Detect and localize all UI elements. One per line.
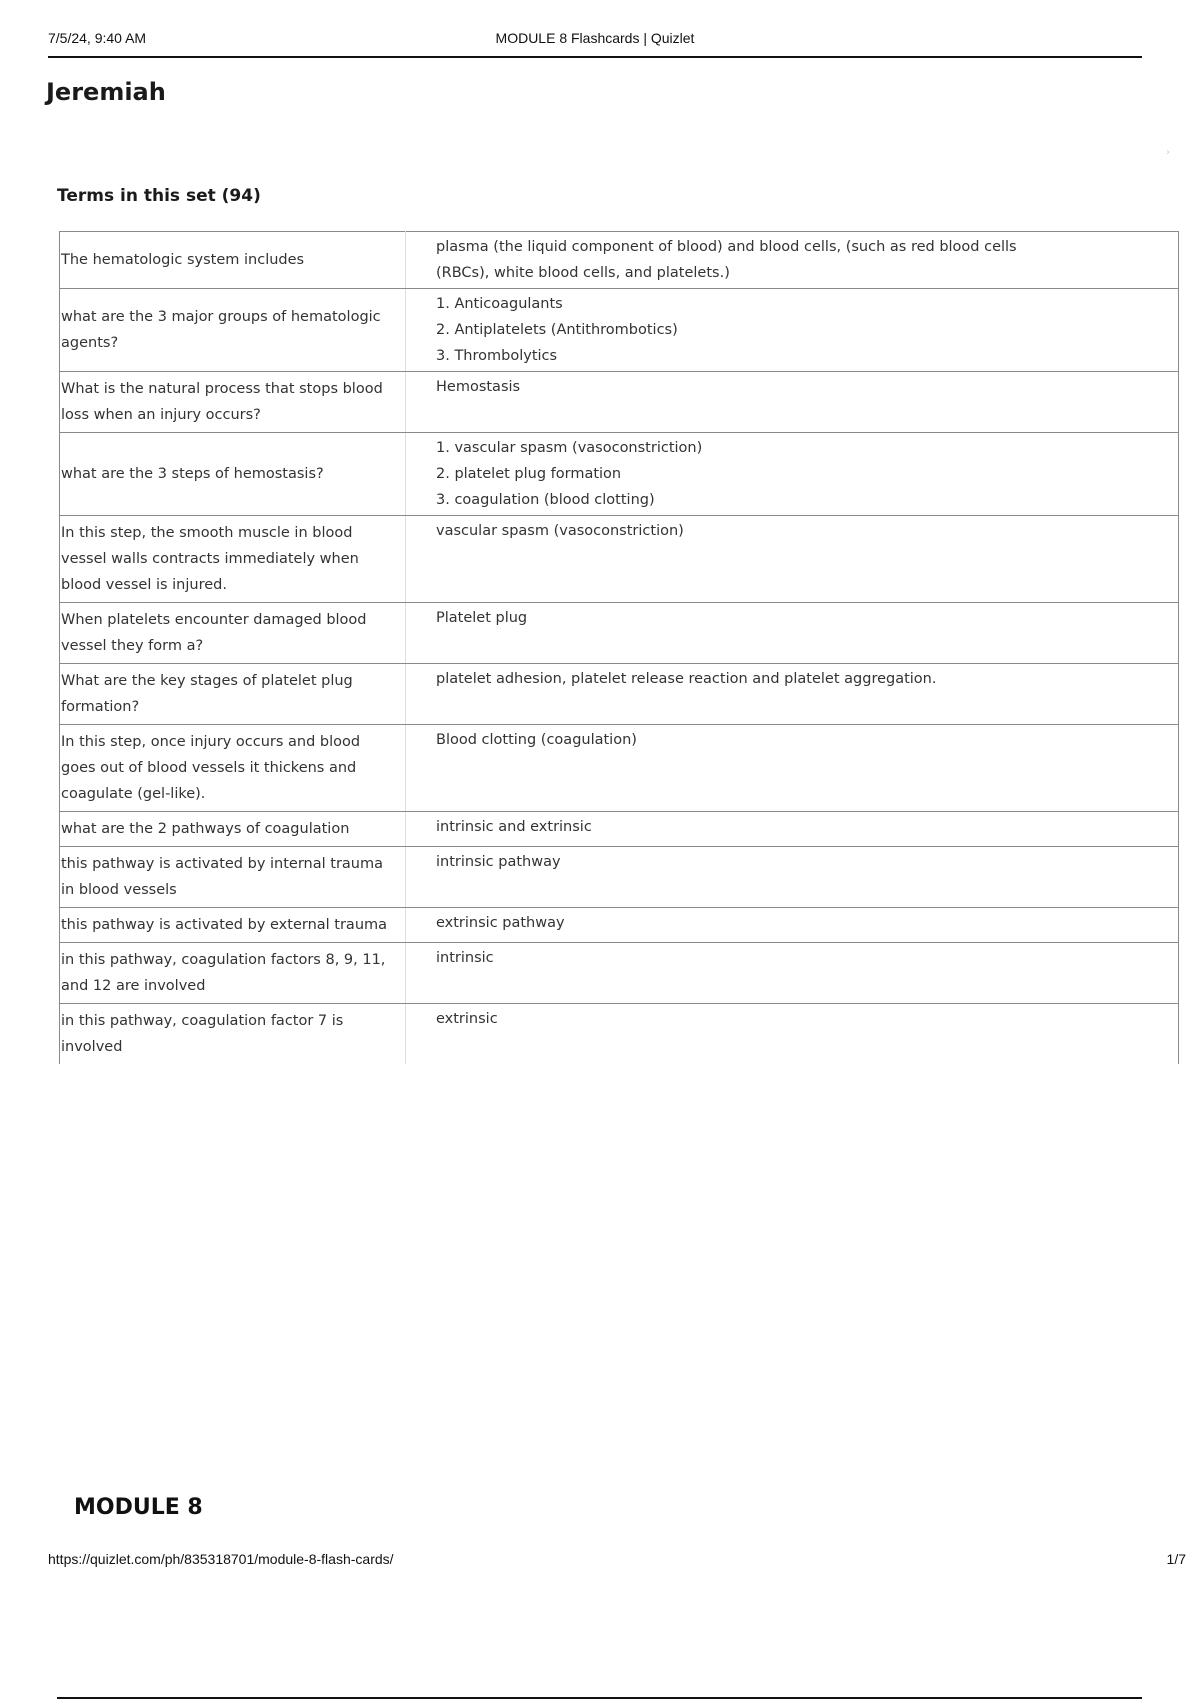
chevron-right-icon: ›: [1166, 147, 1170, 158]
print-url: https://quizlet.com/ph/835318701/module-8-flash-cards/: [48, 1551, 394, 1567]
module-footer-title: MODULE 8: [74, 1495, 203, 1520]
bottom-rule: [57, 1697, 1142, 1699]
table-row: [60, 372, 1179, 433]
term-cell: In this step, the smooth muscle in blood vessel walls contracts immediately when blood vessel is injured.: [60, 516, 406, 603]
definition-cell: [406, 289, 1179, 372]
definition-cell: [406, 1004, 1179, 1065]
table-row: [60, 664, 1179, 725]
page-number: 1/7: [1166, 1551, 1186, 1567]
table-row: [60, 908, 1179, 943]
definition-cell: [406, 433, 1179, 516]
definition-line: vascular spasm (vasoconstriction): [436, 523, 684, 539]
definition-line: 3. coagulation (blood clotting): [436, 492, 655, 508]
definition-line: 3. Thrombolytics: [436, 348, 558, 364]
term-cell: this pathway is activated by external trauma: [60, 908, 406, 943]
term-cell: this pathway is activated by internal trauma in blood vessels: [60, 847, 406, 908]
definition-cell: [406, 372, 1179, 433]
print-date: 7/5/24, 9:40 AM: [48, 30, 147, 46]
definition-line: 1. vascular spasm (vasoconstriction): [436, 440, 703, 456]
definition-line: 1. Anticoagulants: [436, 296, 563, 312]
definition-cell: [406, 725, 1179, 812]
definition-line: intrinsic pathway: [436, 854, 561, 870]
definition-line: (RBCs), white blood cells, and platelets.): [436, 265, 730, 281]
terms-heading: Terms in this set (94): [57, 186, 261, 206]
table-row: [60, 433, 1179, 516]
terms-table: [59, 231, 1179, 1064]
term-cell: What are the key stages of platelet plug formation?: [60, 664, 406, 725]
definition-line: plasma (the liquid component of blood) and blood cells, (such as red blood cells: [436, 239, 1017, 255]
term-cell: what are the 2 pathways of coagulation: [60, 812, 406, 847]
definition-cell: [406, 847, 1179, 908]
table-row: [60, 289, 1179, 372]
table-row: [60, 725, 1179, 812]
table-row: [60, 516, 1179, 603]
definition-cell: [406, 908, 1179, 943]
definition-line: 2. platelet plug formation: [436, 466, 622, 482]
set-author: Jeremiah: [46, 78, 166, 106]
term-cell: what are the 3 major groups of hematologic agents?: [60, 289, 406, 372]
term-cell: in this pathway, coagulation factor 7 is involved: [60, 1004, 406, 1065]
definition-cell: [406, 664, 1179, 725]
definition-line: extrinsic pathway: [436, 915, 565, 931]
definition-line: intrinsic and extrinsic: [436, 819, 592, 835]
definition-cell: [406, 232, 1179, 289]
table-row: [60, 847, 1179, 908]
definition-line: 2. Antiplatelets (Antithrombotics): [436, 322, 678, 338]
term-cell: What is the natural process that stops blood loss when an injury occurs?: [60, 372, 406, 433]
table-row: [60, 812, 1179, 847]
term-cell: what are the 3 steps of hemostasis?: [60, 433, 406, 516]
table-row: [60, 232, 1179, 289]
definition-line: Blood clotting (coagulation): [436, 732, 637, 748]
definition-line: Hemostasis: [436, 379, 521, 395]
print-page-title: MODULE 8 Flashcards | Quizlet: [495, 30, 695, 46]
term-cell: The hematologic system includes: [60, 232, 406, 289]
table-row: [60, 943, 1179, 1004]
definition-line: platelet adhesion, platelet release reaction and platelet aggregation.: [436, 671, 937, 687]
definition-line: extrinsic: [436, 1011, 498, 1027]
definition-line: Platelet plug: [436, 610, 528, 626]
term-cell: When platelets encounter damaged blood vessel they form a?: [60, 603, 406, 664]
term-cell: in this pathway, coagulation factors 8, 9, 11, and 12 are involved: [60, 943, 406, 1004]
definition-cell: [406, 943, 1179, 1004]
definition-cell: [406, 812, 1179, 847]
term-cell: In this step, once injury occurs and blood goes out of blood vessels it thickens and coagulate (gel-like).: [60, 725, 406, 812]
print-header: [48, 30, 1142, 58]
definition-line: intrinsic: [436, 950, 494, 966]
table-row: [60, 1004, 1179, 1065]
definition-cell: [406, 516, 1179, 603]
table-row: [60, 603, 1179, 664]
definition-cell: [406, 603, 1179, 664]
